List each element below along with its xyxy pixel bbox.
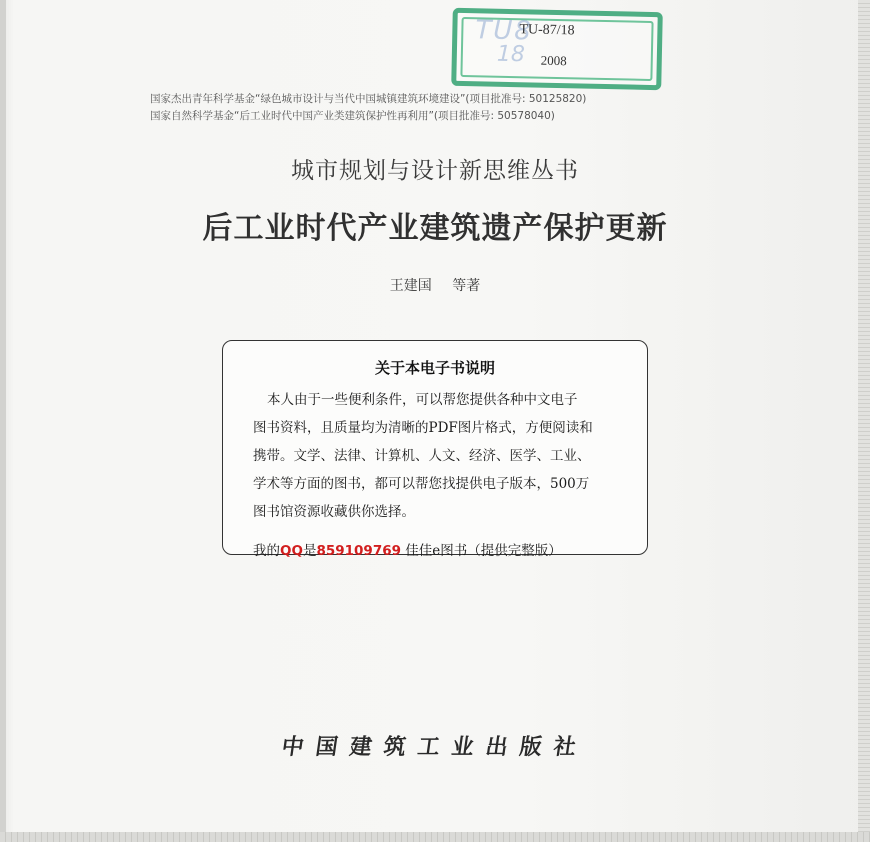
book-title: 后工业时代产业建筑遗产保护更新 <box>202 211 668 246</box>
stamp-call-number: TU-87/18 <box>519 22 575 39</box>
page-right-edge <box>858 0 870 842</box>
funding-note-1: 国家杰出青年科学基金“绿色城市设计与当代中国城镇建筑环境建设”(项目批准号: 50125820) <box>150 93 587 105</box>
author-role: 等著 <box>452 278 481 294</box>
notice-line: 图书馆资源收藏供你选择。 <box>253 504 415 520</box>
contact-qq-number: 859109769 <box>316 543 401 559</box>
notice-line: 学术等方面的图书，都可以帮您找提供电子版本，500万 <box>253 476 590 492</box>
handwritten-mark: TU8 <box>475 15 534 47</box>
page-bottom-edge <box>0 832 870 842</box>
notice-contact-line <box>253 539 562 559</box>
notice-line: 携带。文学、法律、计算机、人文、经济、医学、工业、 <box>253 448 591 464</box>
funding-note-2: 国家自然科学基金“后工业时代中国产业类建筑保护性再利用”(项目批准号: 50578040) <box>150 110 555 122</box>
notice-line: 本人由于一些便利条件，可以帮您提供各种中文电子 <box>267 392 578 408</box>
author-line <box>0 275 870 295</box>
contact-is: 是 <box>302 543 317 559</box>
series-title: 城市规划与设计新思维丛书 <box>291 158 579 184</box>
stamp-year: 2008 <box>540 52 567 69</box>
notice-title: 关于本电子书说明 <box>374 359 495 377</box>
publisher-name: 中国建筑工业出版社 <box>279 735 590 760</box>
contact-prefix: 我的 <box>253 543 280 559</box>
notice-line: 图书资料，且质量均为清晰的PDF图片格式，方便阅读和 <box>253 420 593 436</box>
contact-qq-label: QQ <box>280 543 303 559</box>
handwritten-mark-2: 18 <box>496 41 526 68</box>
author-name: 王建国 <box>389 278 432 294</box>
contact-suffix: 佳佳e图书（提供完整版） <box>401 543 562 559</box>
library-call-number-stamp <box>451 8 663 90</box>
page-left-edge <box>0 0 6 842</box>
ebook-notice-box <box>222 340 648 559</box>
